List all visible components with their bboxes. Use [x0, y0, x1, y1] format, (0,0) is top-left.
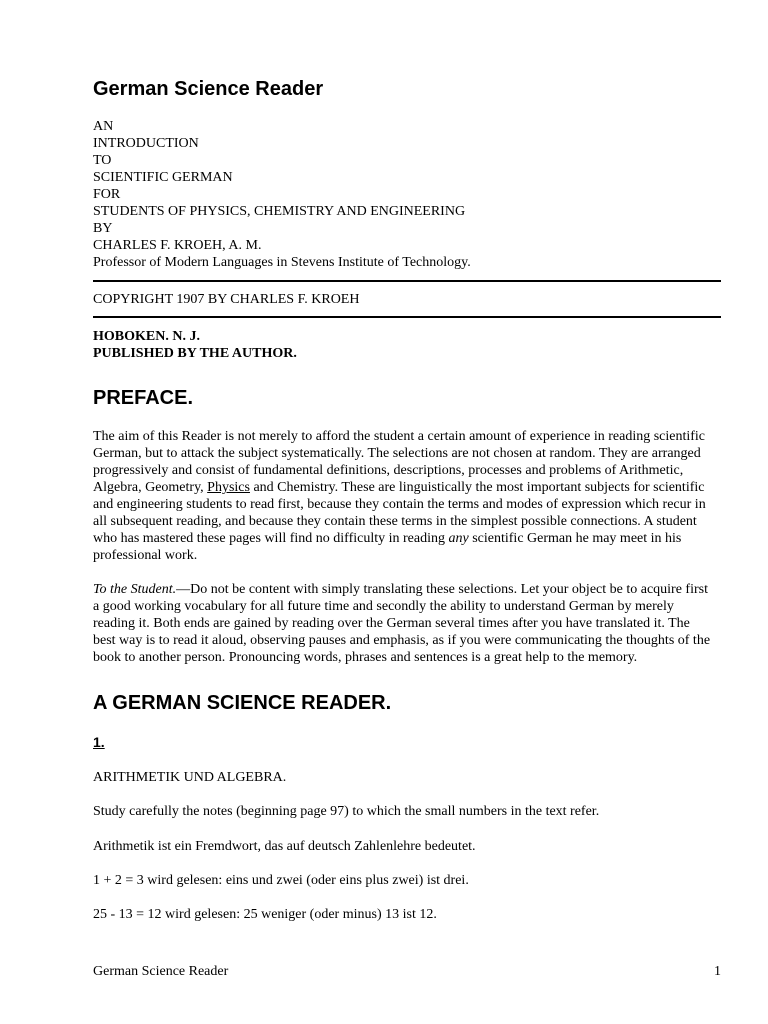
text-run: and Chemistry. These are linguistically the most important subjects for scientific — [249, 480, 705, 495]
divider — [93, 316, 721, 318]
title-line: CHARLES F. KROEH, A. M. — [93, 238, 262, 253]
emphasis-to-the-student: To the Student. — [93, 582, 177, 597]
divider — [93, 280, 721, 282]
title-line: BY — [93, 221, 113, 236]
publisher-place: HOBOKEN. N. J. — [93, 329, 200, 344]
paragraph-line: a good working vocabulary for all future time and secondly the ability to understand German by merely — [93, 599, 674, 614]
paragraph-line: book to another person. Pronouncing words, phrases and sentences is a great help to the memory. — [93, 650, 638, 665]
copyright-line: COPYRIGHT 1907 BY CHARLES F. KROEH — [93, 292, 360, 307]
paragraph-line: progressively and consist of fundamental definitions, descriptions, processes and problems of Arithmetic, — [93, 463, 684, 478]
title-line: FOR — [93, 187, 121, 202]
preface-paragraph — [93, 428, 721, 564]
paragraph-line: German, but to attack the subject systematically. The selections are not chosen at random. They are arranged — [93, 446, 701, 461]
text-run: who has mastered these pages will find no difficulty in reading — [93, 531, 449, 546]
study-note-line: Study carefully the notes (beginning page 97) to which the small numbers in the text refer. — [93, 804, 600, 819]
paragraph-line — [93, 479, 721, 496]
reader-line: 1 + 2 = 3 wird gelesen: eins und zwei (oder eins plus zwei) ist drei. — [93, 873, 469, 888]
paragraph-line — [93, 530, 721, 547]
to-the-student-paragraph — [93, 581, 721, 666]
reader-line: 25 - 13 = 12 wird gelesen: 25 weniger (oder minus) 13 ist 12. — [93, 907, 437, 922]
emphasis-any: any — [448, 531, 469, 546]
footer-title: German Science Reader — [93, 964, 229, 979]
paragraph-line: reading it. Both ends are gained by reading over the German several times after you have translated it. The — [93, 616, 690, 631]
paragraph-line: The aim of this Reader is not merely to afford the student a certain amount of experience in reading scientific — [93, 429, 706, 444]
text-run: scientific German he may meet in his — [468, 531, 682, 546]
text-run: —Do not be content with simply translating these selections. Let your object be to acquire first — [176, 582, 708, 597]
page-number: 1 — [714, 964, 721, 979]
paragraph-line: best way is to read it aloud, observing pauses and emphasis, as if you were communicating the thoughts of the — [93, 633, 711, 648]
title-line: SCIENTIFIC GERMAN — [93, 170, 233, 185]
paragraph-line — [93, 581, 721, 598]
preface-heading: PREFACE. — [93, 387, 194, 409]
reader-line: Arithmetik ist ein Fremdwort, das auf deutsch Zahlenlehre bedeutet. — [93, 839, 476, 854]
title-page-block — [93, 118, 471, 271]
title-line: INTRODUCTION — [93, 136, 199, 151]
title-line: Professor of Modern Languages in Stevens Institute of Technology. — [93, 255, 471, 270]
physics-link[interactable]: Physics — [207, 480, 250, 495]
title-line: TO — [93, 153, 112, 168]
title-line: AN — [93, 119, 114, 134]
title-line: STUDENTS OF PHYSICS, CHEMISTRY AND ENGINEERING — [93, 204, 466, 219]
paragraph-line: professional work. — [93, 548, 198, 563]
section-title: ARITHMETIK UND ALGEBRA. — [93, 770, 287, 785]
document-title: German Science Reader — [93, 78, 324, 100]
section-number-link[interactable]: 1. — [93, 734, 105, 750]
text-run: Algebra, Geometry, — [93, 480, 208, 495]
paragraph-line: all subsequent reading, and because they contain these terms in the simplest possible connections. A student — [93, 514, 697, 529]
paragraph-line: and engineering students to read first, because they contain the terms and modes of expression which recur in — [93, 497, 706, 512]
publisher-line: PUBLISHED BY THE AUTHOR. — [93, 346, 297, 361]
reader-heading: A GERMAN SCIENCE READER. — [93, 692, 392, 714]
